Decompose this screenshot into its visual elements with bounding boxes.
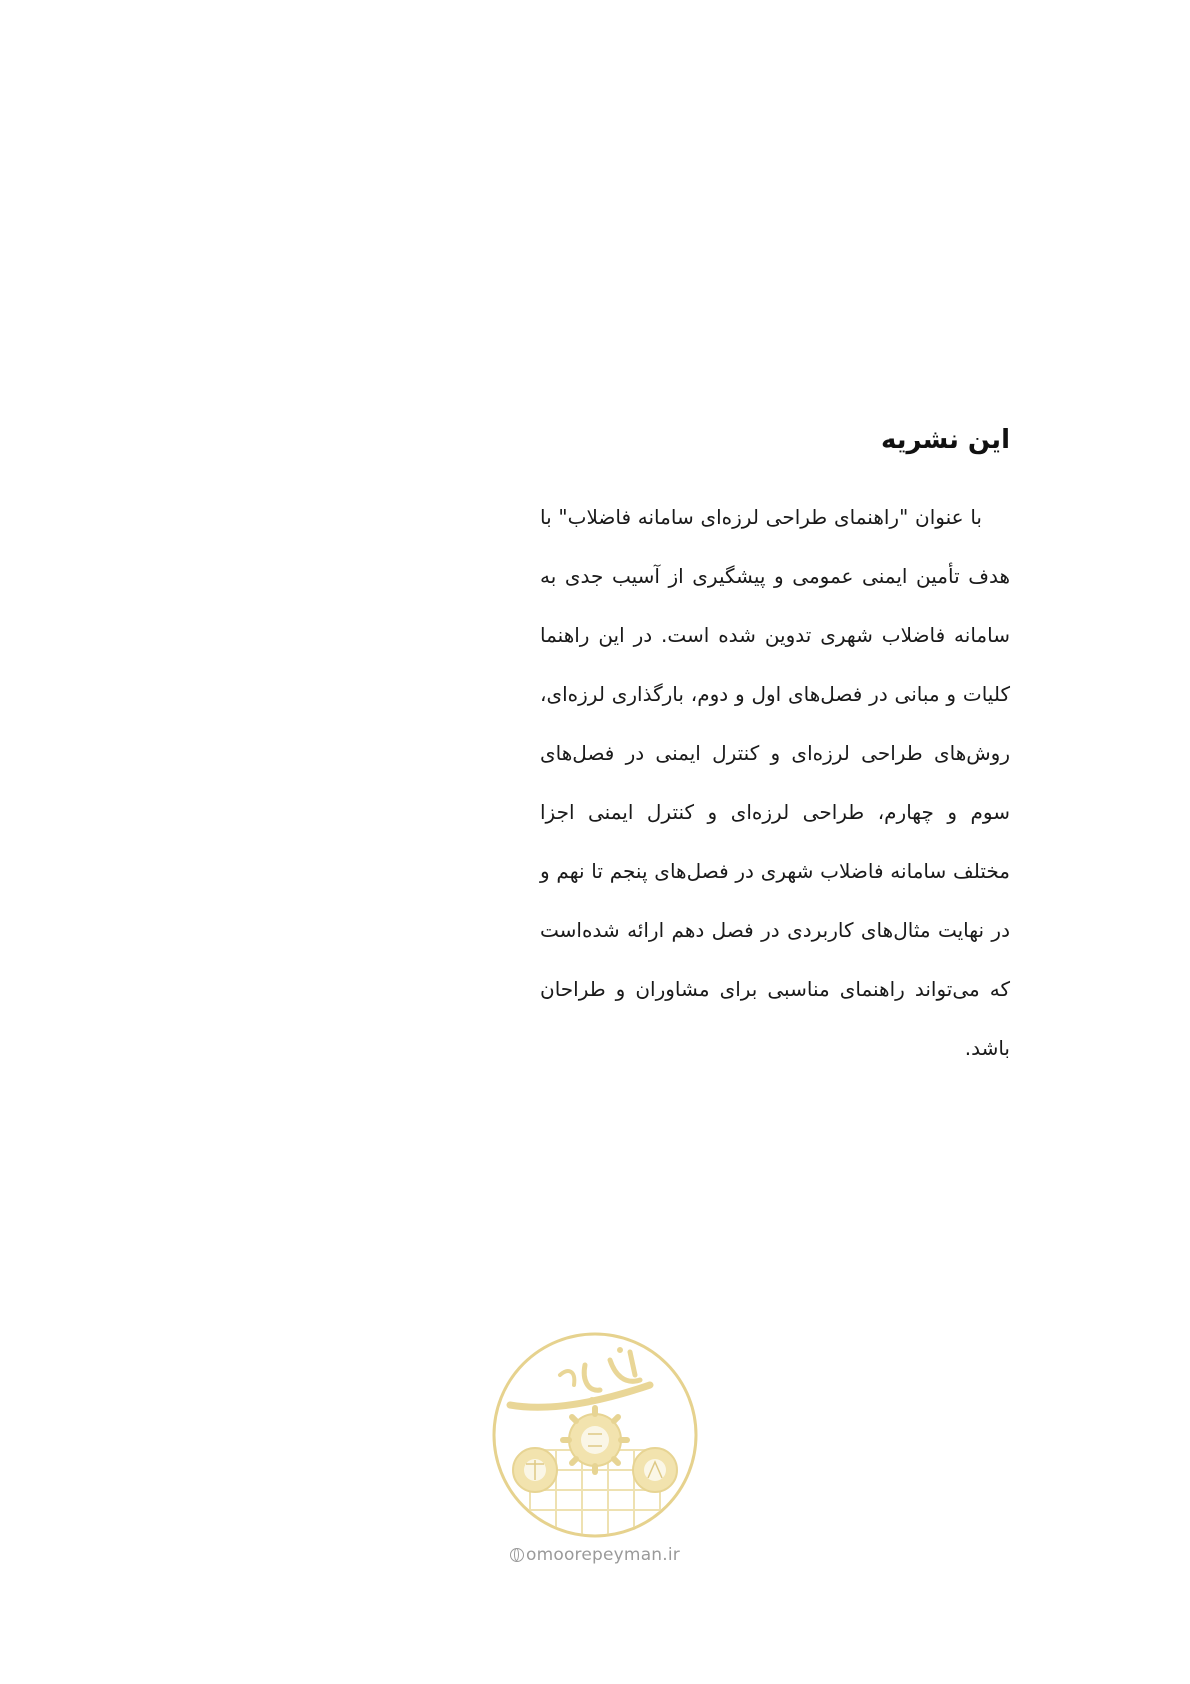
publication-intro — [540, 420, 1010, 1078]
watermark-url-text: omoorepeyman.ir — [525, 1545, 681, 1565]
intro-paragraph: با عنوان "راهنمای طراحی لرزه‌ای سامانه فاضلاب" با هدف تأمین ایمنی عمومی و پیشگیری از آسیب جدی به سامانه فاضلاب شهری تدوین شده است. در این راهنما کلیات و مبانی در فصل‌های اول و دوم، بارگذاری لرزه‌ای، روش‌های طراحی لرزه‌ای و کنترل ایمنی در فصل‌های سوم و چهارم، طراحی لرزه‌ای و کنترل ایمنی اجزا مختلف سامانه فاضلاب شهری در فصل‌های پنجم تا نهم و در نهایت مثال‌های کاربردی در فصل دهم ارائه شده‌است که می‌تواند راهنمای مناسبی برای مشاوران و طراحان باشد. — [540, 505, 1010, 1060]
watermark-logo — [490, 1330, 700, 1540]
section-heading: این نشریه — [880, 425, 1010, 455]
watermark-url — [480, 1545, 710, 1565]
globe-icon — [510, 1548, 524, 1562]
